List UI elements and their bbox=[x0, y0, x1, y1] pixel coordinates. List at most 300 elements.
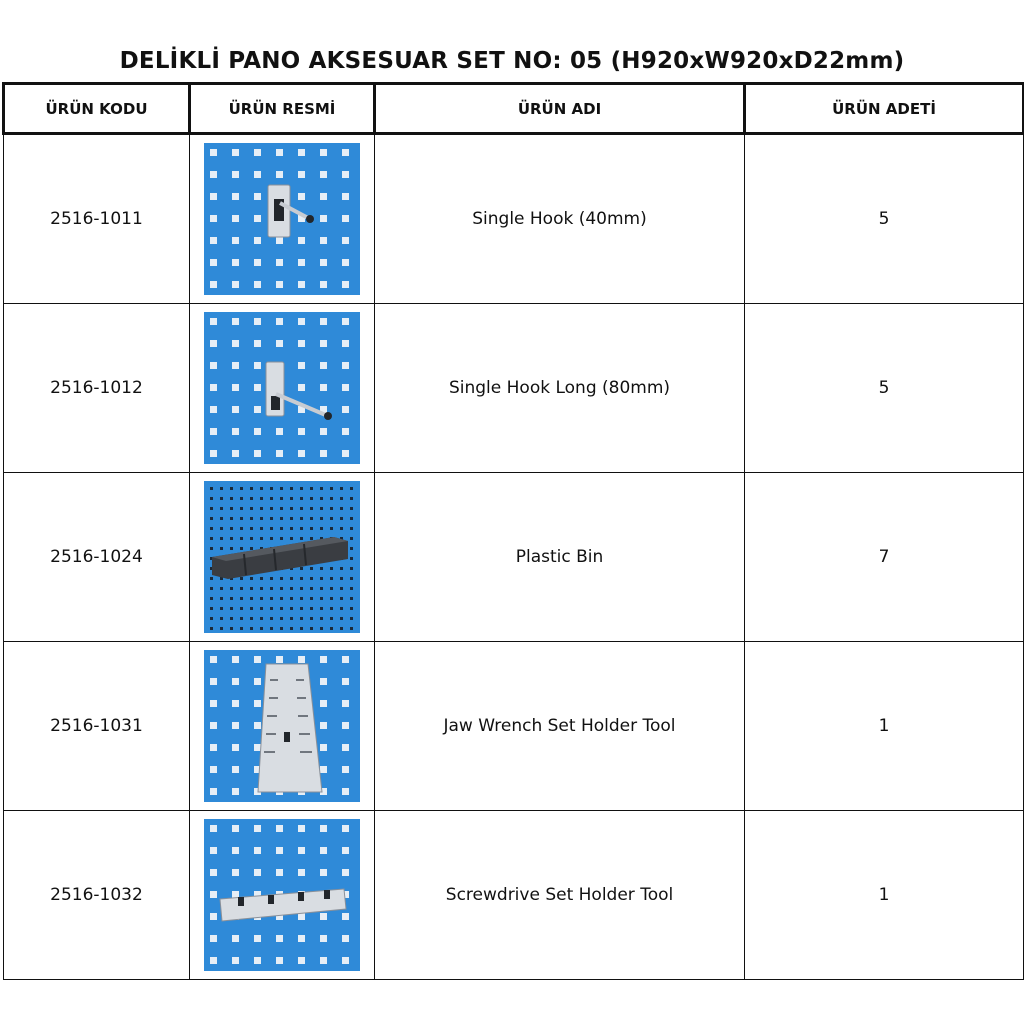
pegboard-hole bbox=[320, 340, 327, 347]
pegboard-hole bbox=[210, 656, 217, 663]
pegboard-hole bbox=[260, 497, 263, 500]
pegboard-hole bbox=[342, 722, 349, 729]
pegboard-hole bbox=[240, 587, 243, 590]
pegboard-hole bbox=[270, 597, 273, 600]
pegboard-hole bbox=[250, 527, 253, 530]
pegboard-hole bbox=[210, 406, 217, 413]
pegboard-hole bbox=[254, 362, 261, 369]
pegboard-hole bbox=[254, 237, 261, 244]
pegboard-hole bbox=[232, 237, 239, 244]
pegboard-hole bbox=[350, 527, 353, 530]
pegboard-hole bbox=[320, 825, 327, 832]
pegboard-hole bbox=[330, 587, 333, 590]
screwdriver-holder-icon bbox=[204, 819, 360, 971]
pegboard-hole bbox=[210, 587, 213, 590]
pegboard-hole bbox=[254, 450, 261, 457]
pegboard-hole bbox=[320, 678, 327, 685]
pegboard-hole bbox=[254, 935, 261, 942]
pegboard-hole bbox=[320, 428, 327, 435]
pegboard-hole bbox=[254, 259, 261, 266]
header-name: ÜRÜN ADI bbox=[375, 84, 745, 134]
pegboard-hole bbox=[210, 281, 217, 288]
pegboard-hole bbox=[300, 487, 303, 490]
page-title: DELİKLİ PANO AKSESUAR SET NO: 05 (H920xW920xD22mm) bbox=[119, 48, 905, 74]
pegboard-hole bbox=[232, 171, 239, 178]
pegboard-hole bbox=[276, 340, 283, 347]
pegboard-hole bbox=[210, 215, 217, 222]
pegboard-hole bbox=[210, 450, 217, 457]
pegboard-hole bbox=[320, 318, 327, 325]
pegboard-hole bbox=[280, 587, 283, 590]
pegboard-hole bbox=[350, 627, 353, 630]
pegboard-hole bbox=[250, 587, 253, 590]
pegboard-hole bbox=[220, 487, 223, 490]
pegboard-hole bbox=[310, 527, 313, 530]
pegboard-hole bbox=[276, 825, 283, 832]
pegboard-hole bbox=[220, 507, 223, 510]
pegboard-hole bbox=[280, 487, 283, 490]
pegboard-hole bbox=[260, 607, 263, 610]
pegboard-hole bbox=[210, 825, 217, 832]
pegboard-hole bbox=[342, 913, 349, 920]
pegboard-hole bbox=[232, 700, 239, 707]
pegboard-hole bbox=[320, 587, 323, 590]
pegboard-hole bbox=[350, 547, 353, 550]
pegboard-hole bbox=[220, 617, 223, 620]
pegboard-hole bbox=[254, 722, 261, 729]
pegboard-hole bbox=[260, 487, 263, 490]
pegboard-hole bbox=[330, 577, 333, 580]
pegboard-hole bbox=[260, 627, 263, 630]
pegboard-hole bbox=[320, 567, 323, 570]
pegboard-hole bbox=[320, 847, 327, 854]
pegboard-hole bbox=[310, 607, 313, 610]
pegboard-hole bbox=[240, 617, 243, 620]
pegboard-hole bbox=[232, 450, 239, 457]
product-image-cell bbox=[190, 642, 375, 811]
pegboard-hole bbox=[342, 700, 349, 707]
pegboard-hole bbox=[320, 617, 323, 620]
pegboard-hole bbox=[210, 340, 217, 347]
pegboard-hole bbox=[330, 617, 333, 620]
pegboard-hole bbox=[210, 318, 217, 325]
pegboard-hole bbox=[210, 847, 217, 854]
pegboard-hole bbox=[240, 527, 243, 530]
pegboard-hole bbox=[232, 149, 239, 156]
pegboard-hole bbox=[298, 656, 305, 663]
pegboard-hole bbox=[290, 577, 293, 580]
pegboard-hole bbox=[310, 517, 313, 520]
pegboard-hole bbox=[270, 517, 273, 520]
pegboard-hole bbox=[290, 487, 293, 490]
product-code: 2516-1031 bbox=[4, 642, 190, 811]
pegboard-hole bbox=[342, 281, 349, 288]
pegboard-hole bbox=[342, 318, 349, 325]
pegboard-hole bbox=[298, 171, 305, 178]
pegboard-hole bbox=[240, 497, 243, 500]
pegboard-hole bbox=[254, 825, 261, 832]
pegboard-hole bbox=[254, 957, 261, 964]
pegboard-hole bbox=[310, 597, 313, 600]
pegboard-hole bbox=[290, 527, 293, 530]
pegboard-hole bbox=[210, 597, 213, 600]
pegboard-hole bbox=[310, 567, 313, 570]
product-code: 2516-1032 bbox=[4, 811, 190, 980]
pegboard-hole bbox=[300, 577, 303, 580]
pegboard-hole bbox=[320, 869, 327, 876]
pegboard-hole bbox=[254, 340, 261, 347]
pegboard-hole bbox=[290, 597, 293, 600]
pegboard-hole bbox=[276, 318, 283, 325]
pegboard-hole bbox=[280, 517, 283, 520]
single-hook-icon bbox=[204, 143, 360, 295]
table-row bbox=[4, 473, 1024, 642]
pegboard-hole bbox=[240, 517, 243, 520]
pegboard-hole bbox=[220, 607, 223, 610]
pegboard-hole bbox=[350, 517, 353, 520]
pegboard-hole bbox=[276, 656, 283, 663]
pegboard-hole bbox=[330, 607, 333, 610]
pegboard-hole bbox=[232, 722, 239, 729]
pegboard-hole bbox=[210, 428, 217, 435]
pegboard-hole bbox=[210, 700, 217, 707]
pegboard-hole bbox=[232, 281, 239, 288]
pegboard-hole bbox=[350, 577, 353, 580]
pegboard-hole bbox=[290, 607, 293, 610]
pegboard-hole bbox=[230, 607, 233, 610]
pegboard-hole bbox=[210, 171, 217, 178]
pegboard-hole bbox=[298, 193, 305, 200]
pegboard-hole bbox=[298, 259, 305, 266]
pegboard-hole bbox=[254, 281, 261, 288]
pegboard-hole bbox=[280, 617, 283, 620]
pegboard-hole bbox=[254, 869, 261, 876]
pegboard-hole bbox=[210, 617, 213, 620]
pegboard-hole bbox=[232, 340, 239, 347]
product-image-cell bbox=[190, 134, 375, 304]
pegboard-hole bbox=[342, 149, 349, 156]
pegboard-hole bbox=[320, 607, 323, 610]
pegboard-hole bbox=[260, 537, 263, 540]
product-qty: 5 bbox=[745, 304, 1024, 473]
pegboard-hole bbox=[310, 537, 313, 540]
pegboard-hole bbox=[310, 487, 313, 490]
pegboard-hole bbox=[310, 507, 313, 510]
pegboard-hole bbox=[220, 597, 223, 600]
pegboard-hole bbox=[210, 577, 213, 580]
pegboard-hole bbox=[320, 215, 327, 222]
pegboard-hole bbox=[342, 340, 349, 347]
pegboard-hole bbox=[298, 237, 305, 244]
pegboard-hole bbox=[250, 617, 253, 620]
header-code: ÜRÜN KODU bbox=[4, 84, 190, 134]
pegboard-hole bbox=[220, 587, 223, 590]
pegboard-hole bbox=[290, 507, 293, 510]
product-qty: 5 bbox=[745, 134, 1024, 304]
pegboard-hole bbox=[350, 487, 353, 490]
pegboard-hole bbox=[340, 567, 343, 570]
pegboard-hole bbox=[232, 957, 239, 964]
pegboard-hole bbox=[276, 957, 283, 964]
pegboard-hole bbox=[340, 617, 343, 620]
pegboard-hole bbox=[210, 384, 217, 391]
pegboard-hole bbox=[290, 537, 293, 540]
pegboard-hole bbox=[342, 935, 349, 942]
pegboard-hole bbox=[320, 656, 327, 663]
pegboard-hole bbox=[260, 527, 263, 530]
pegboard-hole bbox=[342, 766, 349, 773]
pegboard-hole bbox=[210, 766, 217, 773]
pegboard-hole bbox=[320, 527, 323, 530]
pegboard-hole bbox=[340, 507, 343, 510]
pegboard-hole bbox=[210, 722, 217, 729]
pegboard-hole bbox=[340, 607, 343, 610]
pegboard-hole bbox=[230, 547, 233, 550]
pegboard-hole bbox=[270, 537, 273, 540]
pegboard-hole bbox=[280, 507, 283, 510]
pegboard-hole bbox=[232, 935, 239, 942]
pegboard-hole bbox=[300, 517, 303, 520]
pegboard-hole bbox=[280, 527, 283, 530]
pegboard-hole bbox=[298, 340, 305, 347]
pegboard-hole bbox=[342, 788, 349, 795]
pegboard-hole bbox=[342, 406, 349, 413]
pegboard-hole bbox=[340, 487, 343, 490]
single-hook-long-icon bbox=[204, 312, 360, 464]
pegboard-hole bbox=[320, 193, 327, 200]
pegboard-hole bbox=[320, 627, 323, 630]
pegboard-hole bbox=[270, 627, 273, 630]
pegboard-hole bbox=[320, 281, 327, 288]
pegboard-hole bbox=[342, 678, 349, 685]
pegboard-hole bbox=[342, 450, 349, 457]
pegboard-hole bbox=[232, 825, 239, 832]
pegboard-hole bbox=[210, 527, 213, 530]
pegboard-hole bbox=[298, 281, 305, 288]
pegboard-hole bbox=[240, 547, 243, 550]
product-name: Jaw Wrench Set Holder Tool bbox=[375, 642, 745, 811]
pegboard-hole bbox=[260, 617, 263, 620]
pegboard-hole bbox=[320, 237, 327, 244]
product-name: Screwdrive Set Holder Tool bbox=[375, 811, 745, 980]
pegboard-hole bbox=[220, 547, 223, 550]
pegboard-hole bbox=[270, 497, 273, 500]
pegboard-hole bbox=[276, 869, 283, 876]
pegboard-hole bbox=[230, 487, 233, 490]
pegboard-hole bbox=[340, 597, 343, 600]
pegboard-hole bbox=[290, 617, 293, 620]
product-code: 2516-1011 bbox=[4, 134, 190, 304]
pegboard-hole bbox=[340, 497, 343, 500]
pegboard-hole bbox=[270, 487, 273, 490]
product-qty: 1 bbox=[745, 811, 1024, 980]
header-qty: ÜRÜN ADETİ bbox=[745, 84, 1024, 134]
pegboard-hole bbox=[290, 587, 293, 590]
pegboard-hole bbox=[270, 607, 273, 610]
pegboard-hole bbox=[232, 215, 239, 222]
pegboard-hole bbox=[298, 869, 305, 876]
pegboard-hole bbox=[210, 935, 217, 942]
pegboard-hole bbox=[298, 935, 305, 942]
pegboard-hole bbox=[250, 627, 253, 630]
pegboard-hole bbox=[210, 788, 217, 795]
pegboard-hole bbox=[320, 935, 327, 942]
pegboard-hole bbox=[210, 362, 217, 369]
pegboard-hole bbox=[340, 527, 343, 530]
pegboard-hole bbox=[250, 517, 253, 520]
pegboard-hole bbox=[320, 913, 327, 920]
pegboard-hole bbox=[232, 656, 239, 663]
pegboard-hole bbox=[220, 527, 223, 530]
pegboard-hole bbox=[320, 259, 327, 266]
pegboard-hole bbox=[240, 487, 243, 490]
pegboard-hole bbox=[270, 577, 273, 580]
pegboard-hole bbox=[254, 193, 261, 200]
pegboard-hole bbox=[330, 527, 333, 530]
pegboard-hole bbox=[210, 517, 213, 520]
pegboard-hole bbox=[300, 597, 303, 600]
pegboard-hole bbox=[254, 847, 261, 854]
pegboard-hole bbox=[280, 597, 283, 600]
pegboard-hole bbox=[230, 517, 233, 520]
pegboard-hole bbox=[342, 384, 349, 391]
pegboard-hole bbox=[240, 507, 243, 510]
pegboard-hole bbox=[230, 597, 233, 600]
pegboard-hole bbox=[240, 577, 243, 580]
pegboard-hole bbox=[260, 587, 263, 590]
pegboard-hole bbox=[232, 788, 239, 795]
pegboard-hole bbox=[232, 193, 239, 200]
pegboard-hole bbox=[230, 587, 233, 590]
pegboard-hole bbox=[320, 957, 327, 964]
pegboard-hole bbox=[254, 428, 261, 435]
pegboard-hole bbox=[210, 547, 213, 550]
pegboard-hole bbox=[230, 537, 233, 540]
pegboard-hole bbox=[310, 627, 313, 630]
pegboard-hole bbox=[232, 847, 239, 854]
pegboard-hole bbox=[210, 607, 213, 610]
pegboard-hole bbox=[342, 259, 349, 266]
pegboard-hole bbox=[210, 744, 217, 751]
pegboard-hole bbox=[300, 507, 303, 510]
pegboard-hole bbox=[230, 617, 233, 620]
pegboard-hole bbox=[254, 406, 261, 413]
pegboard-hole bbox=[320, 722, 327, 729]
pegboard-hole bbox=[260, 517, 263, 520]
pegboard-hole bbox=[232, 869, 239, 876]
pegboard-hole bbox=[350, 557, 353, 560]
pegboard-hole bbox=[342, 428, 349, 435]
pegboard-hole bbox=[342, 825, 349, 832]
pegboard-hole bbox=[320, 171, 327, 178]
pegboard-hole bbox=[342, 193, 349, 200]
pegboard-hole bbox=[298, 318, 305, 325]
pegboard-hole bbox=[350, 567, 353, 570]
pegboard-hole bbox=[342, 362, 349, 369]
pegboard-hole bbox=[300, 617, 303, 620]
pegboard-hole bbox=[350, 597, 353, 600]
pegboard-hole bbox=[298, 957, 305, 964]
pegboard-hole bbox=[310, 577, 313, 580]
pegboard-hole bbox=[230, 527, 233, 530]
pegboard-hole bbox=[350, 507, 353, 510]
pegboard-hole bbox=[210, 507, 213, 510]
pegboard-hole bbox=[340, 627, 343, 630]
pegboard-hole bbox=[232, 891, 239, 898]
pegboard-hole bbox=[260, 597, 263, 600]
pegboard-hole bbox=[320, 497, 323, 500]
pegboard-hole bbox=[350, 537, 353, 540]
pegboard-hole bbox=[254, 700, 261, 707]
pegboard-hole bbox=[300, 587, 303, 590]
pegboard-hole bbox=[290, 517, 293, 520]
pegboard-hole bbox=[250, 597, 253, 600]
product-qty: 1 bbox=[745, 642, 1024, 811]
pegboard-hole bbox=[280, 577, 283, 580]
pegboard-hole bbox=[250, 487, 253, 490]
pegboard-hole bbox=[320, 384, 327, 391]
pegboard-hole bbox=[320, 517, 323, 520]
pegboard-hole bbox=[240, 627, 243, 630]
pegboard-hole bbox=[298, 450, 305, 457]
pegboard-hole bbox=[300, 627, 303, 630]
pegboard-hole bbox=[232, 766, 239, 773]
pegboard-hole bbox=[342, 656, 349, 663]
pegboard-hole bbox=[342, 237, 349, 244]
pegboard-hole bbox=[298, 913, 305, 920]
pegboard-hole bbox=[300, 607, 303, 610]
pegboard-hole bbox=[220, 497, 223, 500]
pegboard-hole bbox=[260, 577, 263, 580]
pegboard-hole bbox=[300, 537, 303, 540]
table-row bbox=[4, 642, 1024, 811]
pegboard-hole bbox=[276, 237, 283, 244]
pegboard-hole bbox=[254, 318, 261, 325]
pegboard-hole bbox=[210, 259, 217, 266]
product-code: 2516-1024 bbox=[4, 473, 190, 642]
pegboard-hole bbox=[210, 891, 217, 898]
pegboard-hole bbox=[232, 318, 239, 325]
pegboard-hole bbox=[298, 825, 305, 832]
product-table bbox=[2, 82, 1024, 980]
plastic-bin-icon bbox=[204, 481, 360, 633]
pegboard-hole bbox=[250, 507, 253, 510]
pegboard-hole bbox=[270, 507, 273, 510]
pegboard-hole bbox=[320, 507, 323, 510]
pegboard-hole bbox=[280, 537, 283, 540]
pegboard-hole bbox=[330, 627, 333, 630]
pegboard-hole bbox=[254, 215, 261, 222]
pegboard-hole bbox=[250, 537, 253, 540]
pegboard-hole bbox=[220, 537, 223, 540]
product-name: Single Hook Long (80mm) bbox=[375, 304, 745, 473]
pegboard-hole bbox=[290, 497, 293, 500]
pegboard-hole bbox=[210, 869, 217, 876]
pegboard-hole bbox=[310, 617, 313, 620]
pegboard-hole bbox=[330, 597, 333, 600]
pegboard-hole bbox=[320, 487, 323, 490]
pegboard-hole bbox=[330, 567, 333, 570]
pegboard-hole bbox=[276, 935, 283, 942]
table-row bbox=[4, 811, 1024, 980]
pegboard-hole bbox=[220, 517, 223, 520]
pegboard-hole bbox=[300, 497, 303, 500]
pegboard-hole bbox=[342, 171, 349, 178]
pegboard-hole bbox=[250, 547, 253, 550]
pegboard-hole bbox=[276, 259, 283, 266]
pegboard-hole bbox=[240, 607, 243, 610]
pegboard-hole bbox=[250, 577, 253, 580]
